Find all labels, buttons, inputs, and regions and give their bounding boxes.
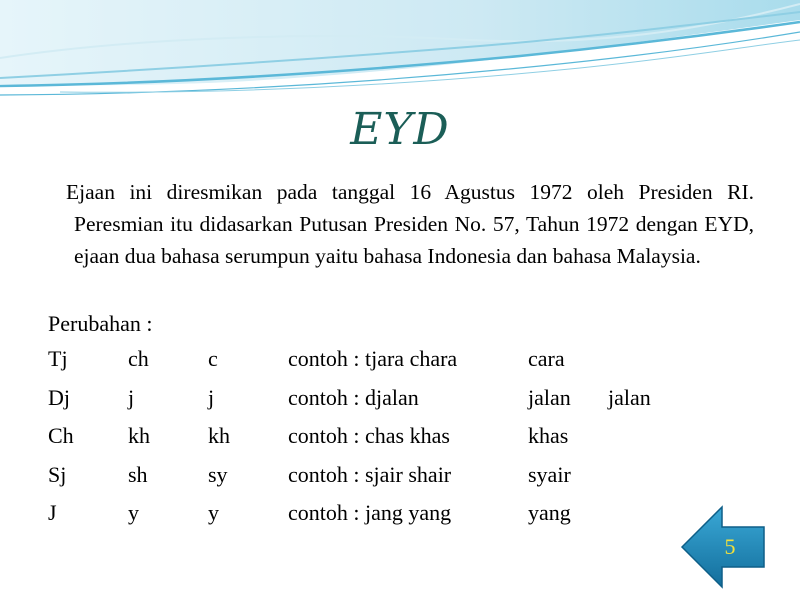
variant-a: y [128, 500, 139, 525]
new-spelling: syair [528, 461, 571, 487]
old-spelling: J [48, 500, 57, 525]
variant-b: y [208, 500, 219, 525]
old-spelling: Dj [48, 384, 70, 410]
new-spelling: khas [528, 423, 569, 448]
example: contoh : djalan [288, 384, 419, 410]
new-spelling: jalan [528, 384, 571, 410]
variant-b: sy [208, 461, 228, 487]
header-waves-decoration [0, 0, 800, 110]
example: contoh : sjair shair [288, 461, 452, 487]
slide-title: EYD [350, 104, 450, 155]
changes-label: Perubahan : [48, 311, 153, 336]
variant-a: sh [128, 461, 148, 487]
new-spelling-2: jalan [608, 384, 651, 410]
variant-a: ch [128, 346, 149, 371]
new-spelling: yang [528, 500, 571, 525]
example: contoh : chas khas [288, 423, 450, 448]
old-spelling: Sj [48, 461, 67, 487]
intro-paragraph: Ejaan ini diresmikan pada tanggal 16 Agustus 1972 oleh Presiden RI. Peresmian itu didasarkan Putusan Presiden No. 57, Tahun 1972 dengan EYD, ejaan dua bahasa serumpun yaitu bahasa Indonesia dan bahasa Malaysia. [66, 180, 754, 268]
example: contoh : tjara chara [288, 346, 458, 371]
variant-a: kh [128, 423, 150, 448]
variant-b: kh [208, 423, 230, 448]
old-spelling: Tj [48, 346, 68, 371]
old-spelling: Ch [48, 423, 74, 448]
previous-slide-button[interactable] [680, 505, 766, 589]
variant-b: c [208, 346, 218, 371]
variant-b: j [208, 384, 215, 410]
page-number: 5 [724, 534, 736, 559]
variant-a: j [128, 384, 135, 410]
new-spelling: cara [528, 346, 565, 371]
example: contoh : jang yang [288, 500, 452, 525]
